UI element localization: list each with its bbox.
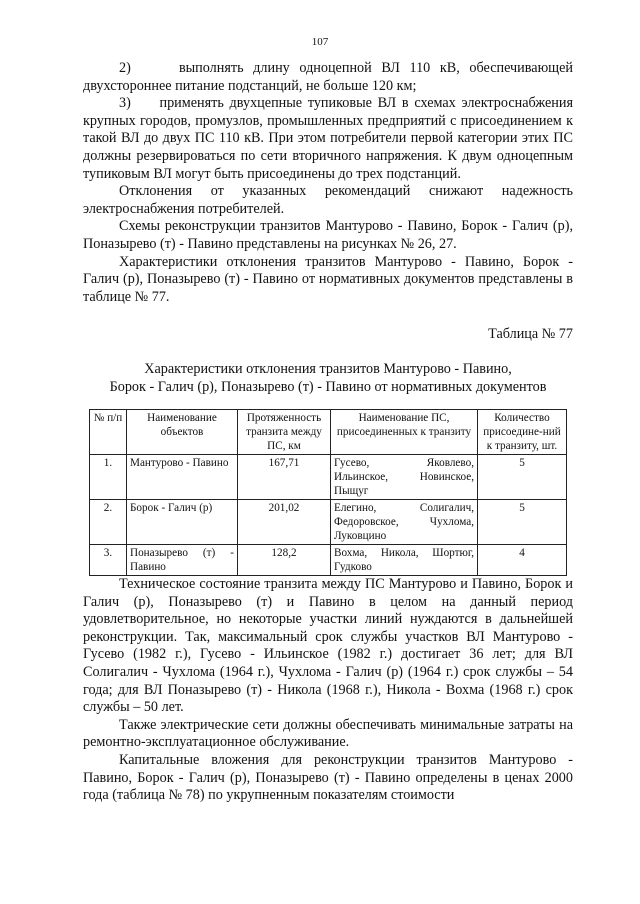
cell-object-name: Мантурово - Павино xyxy=(127,455,238,500)
cell-substations: Елегино, Солигалич, Федоровское, Чухлома, Луковцино xyxy=(331,500,478,545)
cell-length: 201,02 xyxy=(238,500,331,545)
paragraph-item-3: 3) применять двухцепные тупиковые ВЛ в схемах электроснабжения крупных городов, промузлов, промышленных предприятий с присоединением к такой ВЛ до двух ПС 110 кВ. При этом потребители первой категории этих ПС должны резервироваться по сети вторичного напряжения. К двум одноцепным тупиковым ВЛ могут быть присоединены до трех подстанций. xyxy=(83,95,573,182)
table-label: Таблица № 77 xyxy=(488,326,573,343)
cell-count: 5 xyxy=(478,455,567,500)
cell-count: 5 xyxy=(478,500,567,545)
cell-substations: Гусево, Яковлево, Ильинское, Новинское, Пыщуг xyxy=(331,455,478,500)
table-header-row xyxy=(90,410,567,455)
header-substations: Наименование ПС, присоединенных к транзиту xyxy=(331,410,478,455)
table-title-line-2: Борок - Галич (р), Поназырево (т) - Павино от нормативных документов xyxy=(109,378,547,395)
cell-number: 3. xyxy=(90,545,127,576)
table-row xyxy=(90,500,567,545)
cell-object-name: Борок - Галич (р) xyxy=(127,500,238,545)
header-object-name: Наименование объектов xyxy=(127,410,238,455)
paragraph-item-2: 2) выполнять длину одноцепной ВЛ 110 кВ, обеспечивающей двухстороннее питание подстанций, не больше 120 км; xyxy=(83,60,573,94)
cell-number: 2. xyxy=(90,500,127,545)
paragraph-schemes: Схемы реконструкции транзитов Мантурово - Павино, Борок - Галич (р), Поназырево (т) - Павино представлены на рисунках № 26, 27. xyxy=(83,218,573,252)
paragraph-technical-state: Техническое состояние транзита между ПС Мантурово и Павино, Борок и Галич (р), Поназырево (т) и Павино в целом на данный период удовлетворительное, но некоторые участки линий нуждаются в дальнейшей реконструкции. Так, максимальный срок службы участков ВЛ Мантурово - Гусево (1982 г.), Гусево - Ильинское (1982 г.) достигает 36 лет; для ВЛ Солигалич - Чухлома (1964 г.), Чухлома - Галич (р) (1964 г.) срок службы – 54 года; для ВЛ Поназырево (т) - Никола (1968 г.), Никола - Вохма (1968 г.) срок службы – 50 лет. xyxy=(83,576,573,716)
table-title xyxy=(83,361,573,396)
cell-length: 167,71 xyxy=(238,455,331,500)
table-row xyxy=(90,455,567,500)
header-count: Количество присоедине-ний к транзиту, шт. xyxy=(478,410,567,455)
table-row xyxy=(90,545,567,576)
paragraph-capital-investment: Капитальные вложения для реконструкции транзитов Мантурово - Павино, Борок - Галич (р), Поназырево (т) - Павино определены в ценах 2000 года (таблица № 78) по укрупненным показателям стоимости xyxy=(83,752,573,804)
cell-length: 128,2 xyxy=(238,545,331,576)
deviation-table xyxy=(89,409,567,576)
cell-substations: Вохма, Никола, Шортюг, Гудково xyxy=(331,545,478,576)
cell-object-name: Поназырево (т) - Павино xyxy=(127,545,238,576)
table-title-line-1: Характеристики отклонения транзитов Мантурово - Павино, xyxy=(144,360,512,377)
cell-number: 1. xyxy=(90,455,127,500)
header-number: № п/п xyxy=(90,410,127,455)
page-number: 107 xyxy=(311,36,329,48)
cell-count: 4 xyxy=(478,545,567,576)
paragraph-maintenance: Также электрические сети должны обеспечивать минимальные затраты на ремонтно-эксплуатационное обслуживание. xyxy=(83,716,573,751)
document-body xyxy=(83,60,573,805)
paragraph-deviations: Отклонения от указанных рекомендаций снижают надежность электроснабжения потребителей. xyxy=(83,183,573,217)
paragraph-characteristics: Характеристики отклонения транзитов Мантурово - Павино, Борок - Галич (р), Поназырево (т) - Павино от нормативных документов представлены в таблице № 77. xyxy=(83,253,573,305)
header-length: Протяженность транзита между ПС, км xyxy=(238,410,331,455)
